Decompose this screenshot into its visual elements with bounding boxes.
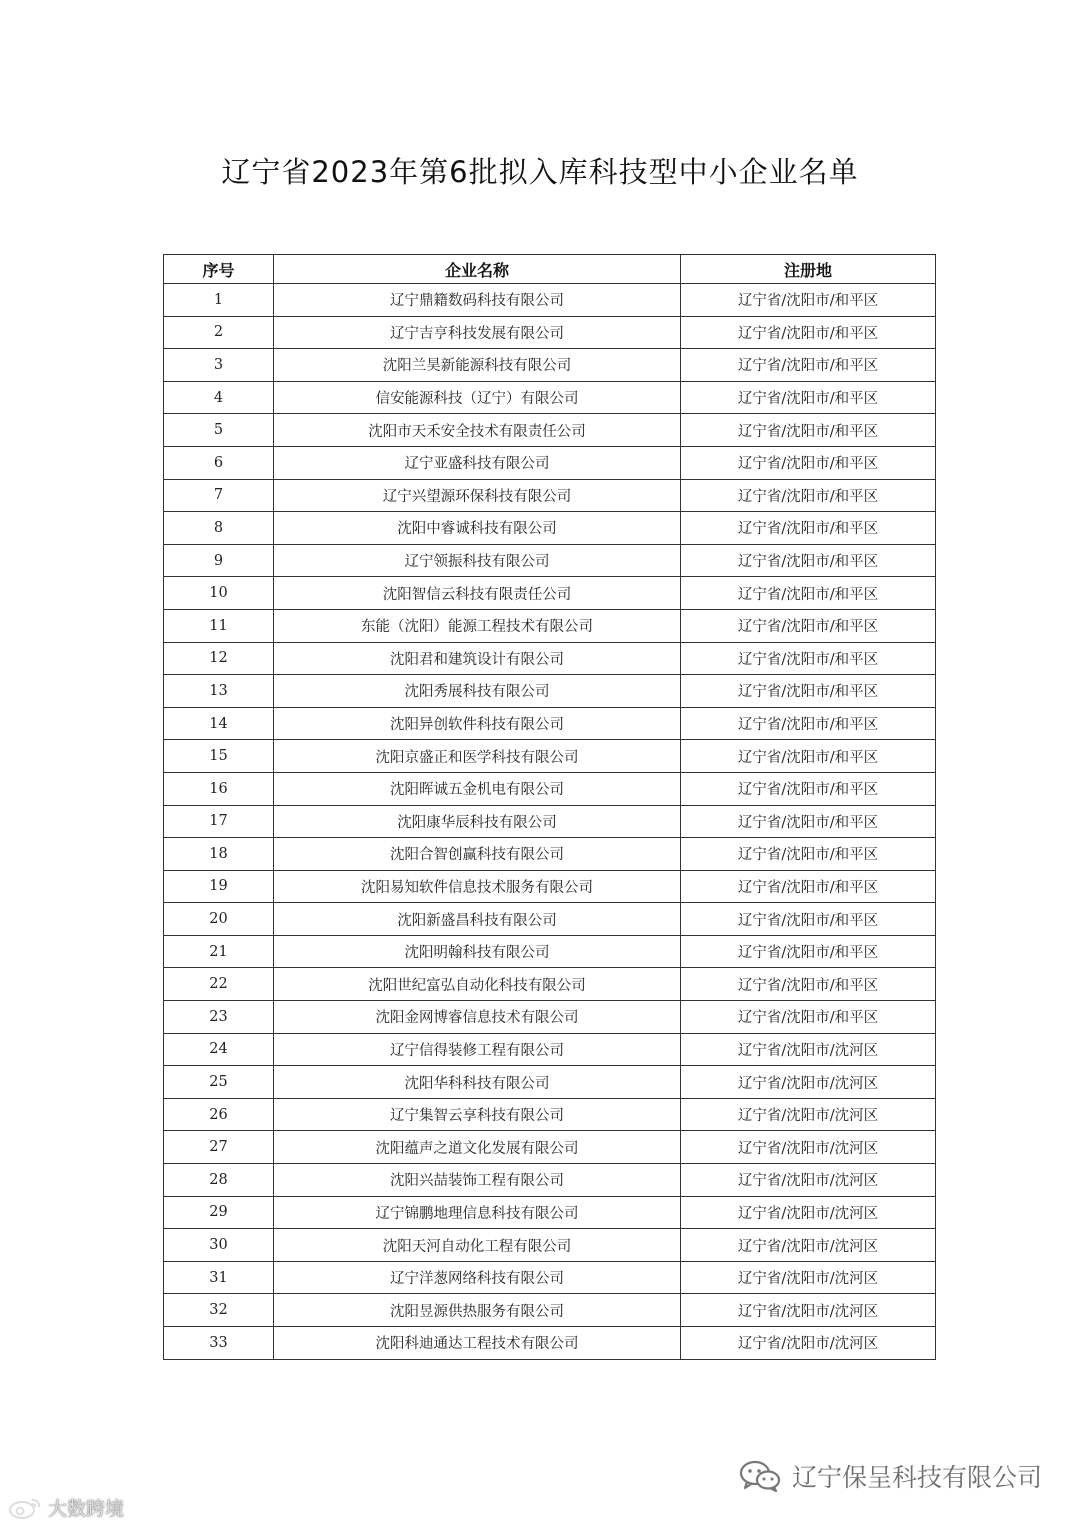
cell-registered-place: 辽宁省/沈阳市/和平区 <box>681 772 936 805</box>
cell-company-name: 沈阳易知软件信息技术服务有限公司 <box>274 870 681 903</box>
table-row <box>164 284 936 317</box>
cell-index: 17 <box>164 805 274 838</box>
cell-index: 11 <box>164 609 274 642</box>
cell-company-name: 沈阳金网博睿信息技术有限公司 <box>274 1001 681 1034</box>
cell-registered-place: 辽宁省/沈阳市/和平区 <box>681 284 936 317</box>
cell-registered-place: 辽宁省/沈阳市/和平区 <box>681 512 936 545</box>
cell-company-name: 沈阳科迪通达工程技术有限公司 <box>274 1327 681 1360</box>
cell-registered-place: 辽宁省/沈阳市/沈河区 <box>681 1033 936 1066</box>
cell-company-name: 沈阳晖诚五金机电有限公司 <box>274 772 681 805</box>
cell-company-name: 辽宁兴望源环保科技有限公司 <box>274 479 681 512</box>
table-row <box>164 1229 936 1262</box>
cell-company-name: 沈阳异创软件科技有限公司 <box>274 707 681 740</box>
cell-company-name: 沈阳兴喆装饰工程有限公司 <box>274 1164 681 1197</box>
cell-registered-place: 辽宁省/沈阳市/沈河区 <box>681 1098 936 1131</box>
header-company-name: 企业名称 <box>274 255 681 284</box>
cell-company-name: 辽宁锦鹏地理信息科技有限公司 <box>274 1196 681 1229</box>
cell-registered-place: 辽宁省/沈阳市/和平区 <box>681 414 936 447</box>
cell-registered-place: 辽宁省/沈阳市/和平区 <box>681 446 936 479</box>
table-row <box>164 968 936 1001</box>
cell-index: 31 <box>164 1261 274 1294</box>
cell-registered-place: 辽宁省/沈阳市/和平区 <box>681 642 936 675</box>
cell-company-name: 辽宁信得装修工程有限公司 <box>274 1033 681 1066</box>
header-registered-place: 注册地 <box>681 255 936 284</box>
cell-index: 8 <box>164 512 274 545</box>
cell-registered-place: 辽宁省/沈阳市/沈河区 <box>681 1327 936 1360</box>
table-row <box>164 1164 936 1197</box>
weibo-watermark-text: 大数跨境 <box>48 1498 125 1520</box>
cell-index: 29 <box>164 1196 274 1229</box>
cell-registered-place: 辽宁省/沈阳市/沈河区 <box>681 1294 936 1327</box>
table-row <box>164 1196 936 1229</box>
table-row <box>164 609 936 642</box>
cell-index: 5 <box>164 414 274 447</box>
cell-company-name: 辽宁领振科技有限公司 <box>274 544 681 577</box>
enterprise-table <box>163 254 936 1360</box>
cell-registered-place: 辽宁省/沈阳市/和平区 <box>681 316 936 349</box>
table-row <box>164 577 936 610</box>
table-row <box>164 707 936 740</box>
cell-registered-place: 辽宁省/沈阳市/和平区 <box>681 381 936 414</box>
cell-index: 9 <box>164 544 274 577</box>
cell-company-name: 辽宁洋葱网络科技有限公司 <box>274 1261 681 1294</box>
cell-index: 23 <box>164 1001 274 1034</box>
cell-company-name: 沈阳中睿诚科技有限公司 <box>274 512 681 545</box>
cell-index: 33 <box>164 1327 274 1360</box>
table-row <box>164 414 936 447</box>
cell-registered-place: 辽宁省/沈阳市/沈河区 <box>681 1164 936 1197</box>
cell-registered-place: 辽宁省/沈阳市/沈河区 <box>681 1131 936 1164</box>
cell-index: 24 <box>164 1033 274 1066</box>
cell-company-name: 沈阳智信云科技有限责任公司 <box>274 577 681 610</box>
cell-company-name: 沈阳京盛正和医学科技有限公司 <box>274 740 681 773</box>
cell-registered-place: 辽宁省/沈阳市/沈河区 <box>681 1261 936 1294</box>
cell-registered-place: 辽宁省/沈阳市/和平区 <box>681 805 936 838</box>
table-row <box>164 642 936 675</box>
cell-registered-place: 辽宁省/沈阳市/和平区 <box>681 870 936 903</box>
cell-registered-place: 辽宁省/沈阳市/和平区 <box>681 544 936 577</box>
cell-index: 10 <box>164 577 274 610</box>
cell-index: 22 <box>164 968 274 1001</box>
cell-index: 19 <box>164 870 274 903</box>
cell-company-name: 辽宁亚盛科技有限公司 <box>274 446 681 479</box>
table-row <box>164 1294 936 1327</box>
cell-registered-place: 辽宁省/沈阳市/和平区 <box>681 349 936 382</box>
cell-index: 2 <box>164 316 274 349</box>
cell-registered-place: 辽宁省/沈阳市/和平区 <box>681 1001 936 1034</box>
table-row <box>164 316 936 349</box>
cell-company-name: 沈阳蕴声之道文化发展有限公司 <box>274 1131 681 1164</box>
cell-company-name: 沈阳华科科技有限公司 <box>274 1066 681 1099</box>
table-row <box>164 1261 936 1294</box>
table-row <box>164 903 936 936</box>
cell-registered-place: 辽宁省/沈阳市/和平区 <box>681 838 936 871</box>
table-header-row <box>164 255 936 284</box>
cell-company-name: 沈阳新盛昌科技有限公司 <box>274 903 681 936</box>
cell-registered-place: 辽宁省/沈阳市/和平区 <box>681 577 936 610</box>
cell-company-name: 辽宁鼎籍数码科技有限公司 <box>274 284 681 317</box>
table-row <box>164 1066 936 1099</box>
cell-index: 15 <box>164 740 274 773</box>
weibo-watermark <box>8 1494 124 1521</box>
cell-index: 30 <box>164 1229 274 1262</box>
cell-company-name: 辽宁集智云享科技有限公司 <box>274 1098 681 1131</box>
table-row <box>164 1327 936 1360</box>
table-row <box>164 772 936 805</box>
header-index: 序号 <box>164 255 274 284</box>
cell-index: 20 <box>164 903 274 936</box>
table-row <box>164 512 936 545</box>
cell-registered-place: 辽宁省/沈阳市/和平区 <box>681 707 936 740</box>
table-row <box>164 675 936 708</box>
cell-registered-place: 辽宁省/沈阳市/和平区 <box>681 935 936 968</box>
table-row <box>164 1131 936 1164</box>
cell-company-name: 沈阳明翰科技有限公司 <box>274 935 681 968</box>
table-row <box>164 381 936 414</box>
table-row <box>164 1001 936 1034</box>
table-row <box>164 1033 936 1066</box>
cell-index: 18 <box>164 838 274 871</box>
cell-company-name: 辽宁吉亨科技发展有限公司 <box>274 316 681 349</box>
cell-registered-place: 辽宁省/沈阳市/和平区 <box>681 740 936 773</box>
cell-company-name: 沈阳君和建筑设计有限公司 <box>274 642 681 675</box>
cell-index: 12 <box>164 642 274 675</box>
cell-registered-place: 辽宁省/沈阳市/沈河区 <box>681 1229 936 1262</box>
cell-company-name: 东能（沈阳）能源工程技术有限公司 <box>274 609 681 642</box>
cell-index: 13 <box>164 675 274 708</box>
cell-index: 16 <box>164 772 274 805</box>
document-title: 辽宁省2023年第6批拟入库科技型中小企业名单 <box>221 155 859 189</box>
table-row <box>164 479 936 512</box>
table-row <box>164 870 936 903</box>
cell-index: 3 <box>164 349 274 382</box>
cell-company-name: 沈阳昱源供热服务有限公司 <box>274 1294 681 1327</box>
cell-index: 26 <box>164 1098 274 1131</box>
cell-company-name: 沈阳合智创赢科技有限公司 <box>274 838 681 871</box>
cell-company-name: 沈阳世纪富弘自动化科技有限公司 <box>274 968 681 1001</box>
cell-company-name: 沈阳天河自动化工程有限公司 <box>274 1229 681 1262</box>
wechat-watermark <box>738 1458 1042 1494</box>
cell-index: 25 <box>164 1066 274 1099</box>
cell-company-name: 沈阳兰昊新能源科技有限公司 <box>274 349 681 382</box>
table-row <box>164 544 936 577</box>
cell-index: 7 <box>164 479 274 512</box>
cell-registered-place: 辽宁省/沈阳市/和平区 <box>681 675 936 708</box>
table-body <box>164 284 936 1360</box>
cell-index: 1 <box>164 284 274 317</box>
table-row <box>164 446 936 479</box>
wechat-icon <box>738 1459 782 1493</box>
table-row <box>164 1098 936 1131</box>
cell-registered-place: 辽宁省/沈阳市/沈河区 <box>681 1196 936 1229</box>
cell-company-name: 沈阳康华辰科技有限公司 <box>274 805 681 838</box>
cell-index: 14 <box>164 707 274 740</box>
cell-registered-place: 辽宁省/沈阳市/和平区 <box>681 968 936 1001</box>
cell-registered-place: 辽宁省/沈阳市/和平区 <box>681 479 936 512</box>
cell-index: 4 <box>164 381 274 414</box>
cell-registered-place: 辽宁省/沈阳市/和平区 <box>681 903 936 936</box>
cell-index: 27 <box>164 1131 274 1164</box>
cell-index: 28 <box>164 1164 274 1197</box>
cell-registered-place: 辽宁省/沈阳市/沈河区 <box>681 1066 936 1099</box>
table-row <box>164 838 936 871</box>
table-row <box>164 740 936 773</box>
cell-company-name: 信安能源科技（辽宁）有限公司 <box>274 381 681 414</box>
table-row <box>164 805 936 838</box>
cell-registered-place: 辽宁省/沈阳市/和平区 <box>681 609 936 642</box>
wechat-watermark-text: 辽宁保呈科技有限公司 <box>791 1463 1042 1492</box>
table-row <box>164 935 936 968</box>
cell-index: 6 <box>164 446 274 479</box>
weibo-icon <box>8 1497 42 1519</box>
table-row <box>164 349 936 382</box>
cell-company-name: 沈阳秀展科技有限公司 <box>274 675 681 708</box>
cell-index: 32 <box>164 1294 274 1327</box>
cell-company-name: 沈阳市天禾安全技术有限责任公司 <box>274 414 681 447</box>
cell-index: 21 <box>164 935 274 968</box>
